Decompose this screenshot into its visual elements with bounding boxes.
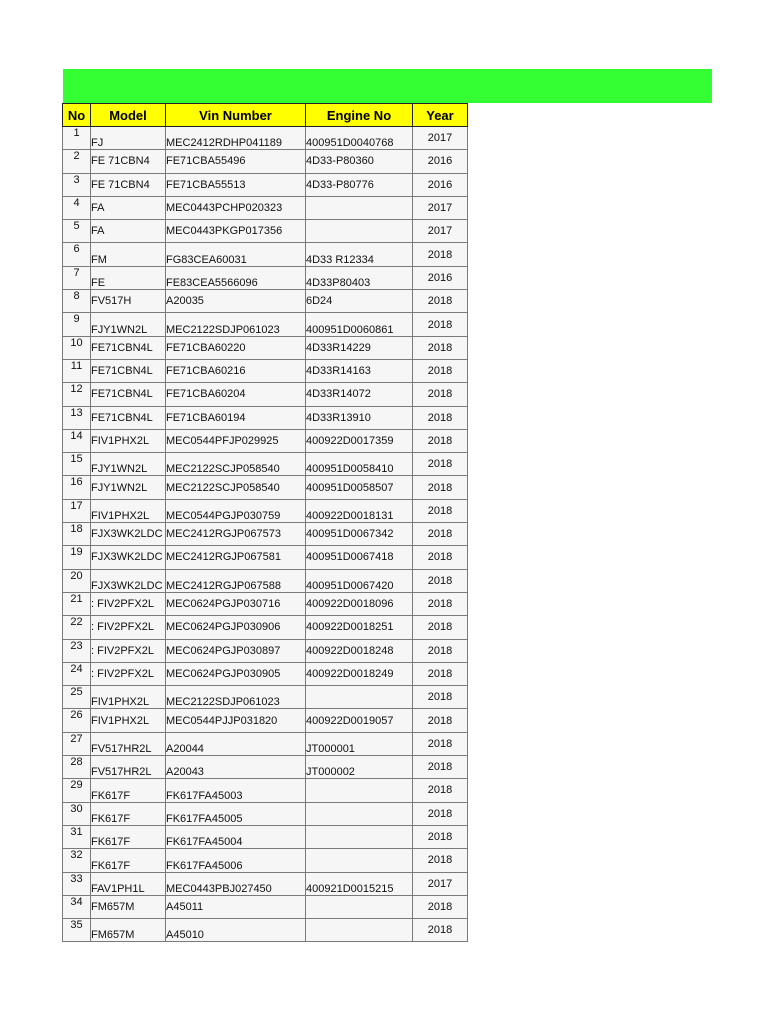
year-cell[interactable]: 2018 [413,429,468,452]
engine-no-cell[interactable]: 400951D0060861 [306,313,413,336]
model-cell[interactable]: FM [91,243,166,266]
year-cell[interactable]: 2018 [413,802,468,825]
model-cell[interactable]: FAV1PH1L [91,872,166,895]
vin-number-cell[interactable]: MEC0624PGJP030716 [166,592,306,615]
table-row[interactable] [63,476,468,499]
row-number-cell[interactable]: 7 [63,266,91,289]
row-number-cell[interactable]: 22 [63,616,91,639]
table-row[interactable] [63,756,468,779]
model-cell[interactable]: FJX3WK2LDC [91,569,166,592]
vin-number-cell[interactable]: MEC2122SDJP061023 [166,686,306,709]
engine-no-cell[interactable]: 6D24 [306,290,413,313]
row-number-cell[interactable]: 2 [63,150,91,173]
table-row[interactable] [63,523,468,546]
engine-no-cell[interactable]: 400951D0040768 [306,127,413,150]
year-cell[interactable]: 2018 [413,662,468,685]
row-number-cell[interactable]: 16 [63,476,91,499]
model-cell[interactable]: FJX3WK2LDC [91,523,166,546]
engine-no-cell[interactable]: 400922D0019057 [306,709,413,732]
year-cell[interactable]: 2018 [413,919,468,942]
table-row[interactable] [63,779,468,802]
year-cell[interactable]: 2018 [413,546,468,569]
row-number-cell[interactable]: 27 [63,732,91,755]
row-number-cell[interactable]: 29 [63,779,91,802]
table-row[interactable] [63,499,468,522]
row-number-cell[interactable]: 26 [63,709,91,732]
model-cell[interactable]: FE 71CBN4 [91,173,166,196]
table-row[interactable] [63,709,468,732]
table-row[interactable] [63,732,468,755]
year-cell[interactable]: 2018 [413,639,468,662]
row-number-cell[interactable]: 23 [63,639,91,662]
engine-no-cell[interactable] [306,686,413,709]
engine-no-cell[interactable]: 400951D0058410 [306,453,413,476]
model-cell[interactable]: FIV1PHX2L [91,499,166,522]
engine-no-cell[interactable]: 4D33R14229 [306,336,413,359]
vin-number-cell[interactable]: FK617FA45005 [166,802,306,825]
row-number-cell[interactable]: 5 [63,220,91,243]
vin-number-cell[interactable]: A20044 [166,732,306,755]
vin-number-cell[interactable]: MEC2412RDHP041189 [166,127,306,150]
vin-number-cell[interactable]: MEC0544PFJP029925 [166,429,306,452]
model-cell[interactable]: : FIV2PFX2L [91,592,166,615]
year-cell[interactable]: 2018 [413,779,468,802]
vin-number-cell[interactable]: MEC2122SCJP058540 [166,476,306,499]
model-cell[interactable]: : FIV2PFX2L [91,616,166,639]
vin-number-cell[interactable]: A20035 [166,290,306,313]
row-number-cell[interactable]: 28 [63,756,91,779]
engine-no-cell[interactable] [306,779,413,802]
column-header-vin-number[interactable]: Vin Number [166,104,306,127]
row-number-cell[interactable]: 1 [63,127,91,150]
year-cell[interactable]: 2018 [413,849,468,872]
table-row[interactable] [63,290,468,313]
table-row[interactable] [63,243,468,266]
engine-no-cell[interactable] [306,849,413,872]
year-cell[interactable]: 2018 [413,336,468,359]
year-cell[interactable]: 2018 [413,686,468,709]
model-cell[interactable]: FE71CBN4L [91,359,166,382]
model-cell[interactable]: : FIV2PFX2L [91,662,166,685]
row-number-cell[interactable]: 18 [63,523,91,546]
vin-number-cell[interactable]: FE71CBA55496 [166,150,306,173]
engine-no-cell[interactable]: JT000002 [306,756,413,779]
engine-no-cell[interactable] [306,196,413,219]
row-number-cell[interactable]: 8 [63,290,91,313]
model-cell[interactable]: FE71CBN4L [91,406,166,429]
year-cell[interactable]: 2018 [413,523,468,546]
year-cell[interactable]: 2018 [413,895,468,918]
row-number-cell[interactable]: 15 [63,453,91,476]
table-header-row [63,104,468,127]
year-cell[interactable]: 2017 [413,872,468,895]
vin-number-cell[interactable]: MEC0443PCHP020323 [166,196,306,219]
table-row[interactable] [63,662,468,685]
model-cell[interactable]: FV517H [91,290,166,313]
model-cell[interactable]: : FIV2PFX2L [91,639,166,662]
model-cell[interactable]: FE71CBN4L [91,383,166,406]
row-number-cell[interactable]: 25 [63,686,91,709]
vin-number-cell[interactable]: FG83CEA60031 [166,243,306,266]
table-row[interactable] [63,616,468,639]
row-number-cell[interactable]: 21 [63,592,91,615]
row-number-cell[interactable]: 14 [63,429,91,452]
model-cell[interactable]: FM657M [91,895,166,918]
year-cell[interactable]: 2018 [413,290,468,313]
column-header-engine-no[interactable]: Engine No [306,104,413,127]
model-cell[interactable]: FA [91,220,166,243]
header-banner [63,69,712,103]
table-row[interactable] [63,359,468,382]
vin-number-cell[interactable]: A20043 [166,756,306,779]
vin-number-cell[interactable]: FK617FA45004 [166,825,306,848]
year-cell[interactable]: 2016 [413,150,468,173]
table-row[interactable] [63,266,468,289]
model-cell[interactable]: FE 71CBN4 [91,150,166,173]
row-number-cell[interactable]: 30 [63,802,91,825]
row-number-cell[interactable]: 35 [63,919,91,942]
year-cell[interactable]: 2017 [413,127,468,150]
year-cell[interactable]: 2018 [413,709,468,732]
year-cell[interactable]: 2018 [413,616,468,639]
row-number-cell[interactable]: 34 [63,895,91,918]
engine-no-cell[interactable]: 400951D0067418 [306,546,413,569]
model-cell[interactable]: FIV1PHX2L [91,709,166,732]
year-cell[interactable]: 2018 [413,359,468,382]
model-cell[interactable]: FIV1PHX2L [91,686,166,709]
engine-no-cell[interactable]: 400922D0018251 [306,616,413,639]
vin-number-cell[interactable]: FE71CBA60220 [166,336,306,359]
year-cell[interactable]: 2018 [413,383,468,406]
year-cell[interactable]: 2018 [413,569,468,592]
row-number-cell[interactable]: 19 [63,546,91,569]
row-number-cell[interactable]: 17 [63,499,91,522]
row-number-cell[interactable]: 9 [63,313,91,336]
engine-no-cell[interactable]: 4D33R13910 [306,406,413,429]
row-number-cell[interactable]: 12 [63,383,91,406]
engine-no-cell[interactable] [306,919,413,942]
table-row[interactable] [63,802,468,825]
vin-number-cell[interactable]: FK617FA45003 [166,779,306,802]
table-row[interactable] [63,313,468,336]
vin-number-cell[interactable]: MEC2122SCJP058540 [166,453,306,476]
row-number-cell[interactable]: 32 [63,849,91,872]
table-row[interactable] [63,336,468,359]
vin-number-cell[interactable]: FE71CBA60204 [166,383,306,406]
model-cell[interactable]: FV517HR2L [91,756,166,779]
table-row[interactable] [63,150,468,173]
model-cell[interactable]: FK617F [91,849,166,872]
table-row[interactable] [63,639,468,662]
table-row[interactable] [63,872,468,895]
vin-number-cell[interactable]: MEC0443PBJ027450 [166,872,306,895]
model-cell[interactable]: FJY1WN2L [91,313,166,336]
column-header-no[interactable]: No [63,104,91,127]
engine-no-cell[interactable] [306,220,413,243]
engine-no-cell[interactable] [306,802,413,825]
model-cell[interactable]: FJY1WN2L [91,476,166,499]
row-number-cell[interactable]: 4 [63,196,91,219]
engine-no-cell[interactable]: 4D33P80403 [306,266,413,289]
year-cell[interactable]: 2018 [413,453,468,476]
engine-no-cell[interactable] [306,825,413,848]
year-cell[interactable]: 2018 [413,756,468,779]
table-row[interactable] [63,127,468,150]
year-cell[interactable]: 2017 [413,196,468,219]
model-cell[interactable]: FE [91,266,166,289]
table-row[interactable] [63,895,468,918]
row-number-cell[interactable]: 33 [63,872,91,895]
engine-no-cell[interactable]: 400922D0018248 [306,639,413,662]
engine-no-cell[interactable] [306,895,413,918]
table-row[interactable] [63,406,468,429]
engine-no-cell[interactable]: JT000001 [306,732,413,755]
engine-no-cell[interactable]: 4D33R14072 [306,383,413,406]
model-cell[interactable]: FK617F [91,802,166,825]
row-number-cell[interactable]: 6 [63,243,91,266]
table-row[interactable] [63,825,468,848]
vin-number-cell[interactable]: MEC2412RGJP067573 [166,523,306,546]
year-cell[interactable]: 2018 [413,592,468,615]
model-cell[interactable]: FK617F [91,825,166,848]
engine-no-cell[interactable]: 400922D0017359 [306,429,413,452]
year-cell[interactable]: 2017 [413,220,468,243]
vin-number-cell[interactable]: MEC2412RGJP067588 [166,569,306,592]
engine-no-cell[interactable]: 400922D0018249 [306,662,413,685]
engine-no-cell[interactable]: 400951D0058507 [306,476,413,499]
row-number-cell[interactable]: 20 [63,569,91,592]
year-cell[interactable]: 2018 [413,406,468,429]
vin-number-cell[interactable]: FE71CBA60194 [166,406,306,429]
row-number-cell[interactable]: 10 [63,336,91,359]
engine-no-cell[interactable]: 4D33-P80776 [306,173,413,196]
vin-number-cell[interactable]: MEC2412RGJP067581 [166,546,306,569]
vin-number-cell[interactable]: MEC0443PKGP017356 [166,220,306,243]
model-cell[interactable]: FA [91,196,166,219]
table-row[interactable] [63,849,468,872]
model-cell[interactable]: FK617F [91,779,166,802]
table-row[interactable] [63,429,468,452]
row-number-cell[interactable]: 31 [63,825,91,848]
table-row[interactable] [63,453,468,476]
engine-no-cell[interactable]: 400921D0015215 [306,872,413,895]
column-header-model[interactable]: Model [91,104,166,127]
vin-number-cell[interactable]: MEC0624PGJP030906 [166,616,306,639]
row-number-cell[interactable]: 3 [63,173,91,196]
table-row[interactable] [63,220,468,243]
engine-no-cell[interactable]: 400922D0018131 [306,499,413,522]
engine-no-cell[interactable]: 400922D0018096 [306,592,413,615]
table-row[interactable] [63,383,468,406]
year-cell[interactable]: 2018 [413,499,468,522]
table-body [63,127,468,942]
vin-number-cell[interactable]: MEC0544PGJP030759 [166,499,306,522]
model-cell[interactable]: FV517HR2L [91,732,166,755]
vin-number-cell[interactable]: MEC0624PGJP030905 [166,662,306,685]
engine-no-cell[interactable]: 400951D0067342 [306,523,413,546]
table-row[interactable] [63,569,468,592]
column-header-year[interactable]: Year [413,104,468,127]
year-cell[interactable]: 2016 [413,266,468,289]
vin-number-cell[interactable]: A45011 [166,895,306,918]
row-number-cell[interactable]: 11 [63,359,91,382]
table-row[interactable] [63,686,468,709]
table-row[interactable] [63,546,468,569]
model-cell[interactable]: FIV1PHX2L [91,429,166,452]
vin-number-cell[interactable]: FE71CBA55513 [166,173,306,196]
engine-no-cell[interactable]: 400951D0067420 [306,569,413,592]
vin-number-cell[interactable]: FE71CBA60216 [166,359,306,382]
year-cell[interactable]: 2018 [413,313,468,336]
vehicle-table [62,103,468,942]
model-cell[interactable]: FJY1WN2L [91,453,166,476]
model-cell[interactable]: FJX3WK2LDC [91,546,166,569]
year-cell[interactable]: 2018 [413,243,468,266]
vin-number-cell[interactable]: MEC2122SDJP061023 [166,313,306,336]
row-number-cell[interactable]: 24 [63,662,91,685]
model-cell[interactable]: FJ [91,127,166,150]
year-cell[interactable]: 2018 [413,732,468,755]
model-cell[interactable]: FE71CBN4L [91,336,166,359]
vin-number-cell[interactable]: A45010 [166,919,306,942]
table-row[interactable] [63,196,468,219]
row-number-cell[interactable]: 13 [63,406,91,429]
vin-number-cell[interactable]: MEC0544PJJP031820 [166,709,306,732]
engine-no-cell[interactable]: 4D33R14163 [306,359,413,382]
year-cell[interactable]: 2016 [413,173,468,196]
model-cell[interactable]: FM657M [91,919,166,942]
engine-no-cell[interactable]: 4D33-P80360 [306,150,413,173]
vin-number-cell[interactable]: FE83CEA5566096 [166,266,306,289]
vin-number-cell[interactable]: FK617FA45006 [166,849,306,872]
table-row[interactable] [63,919,468,942]
vin-number-cell[interactable]: MEC0624PGJP030897 [166,639,306,662]
engine-no-cell[interactable]: 4D33 R12334 [306,243,413,266]
year-cell[interactable]: 2018 [413,825,468,848]
year-cell[interactable]: 2018 [413,476,468,499]
table-row[interactable] [63,592,468,615]
table-row[interactable] [63,173,468,196]
